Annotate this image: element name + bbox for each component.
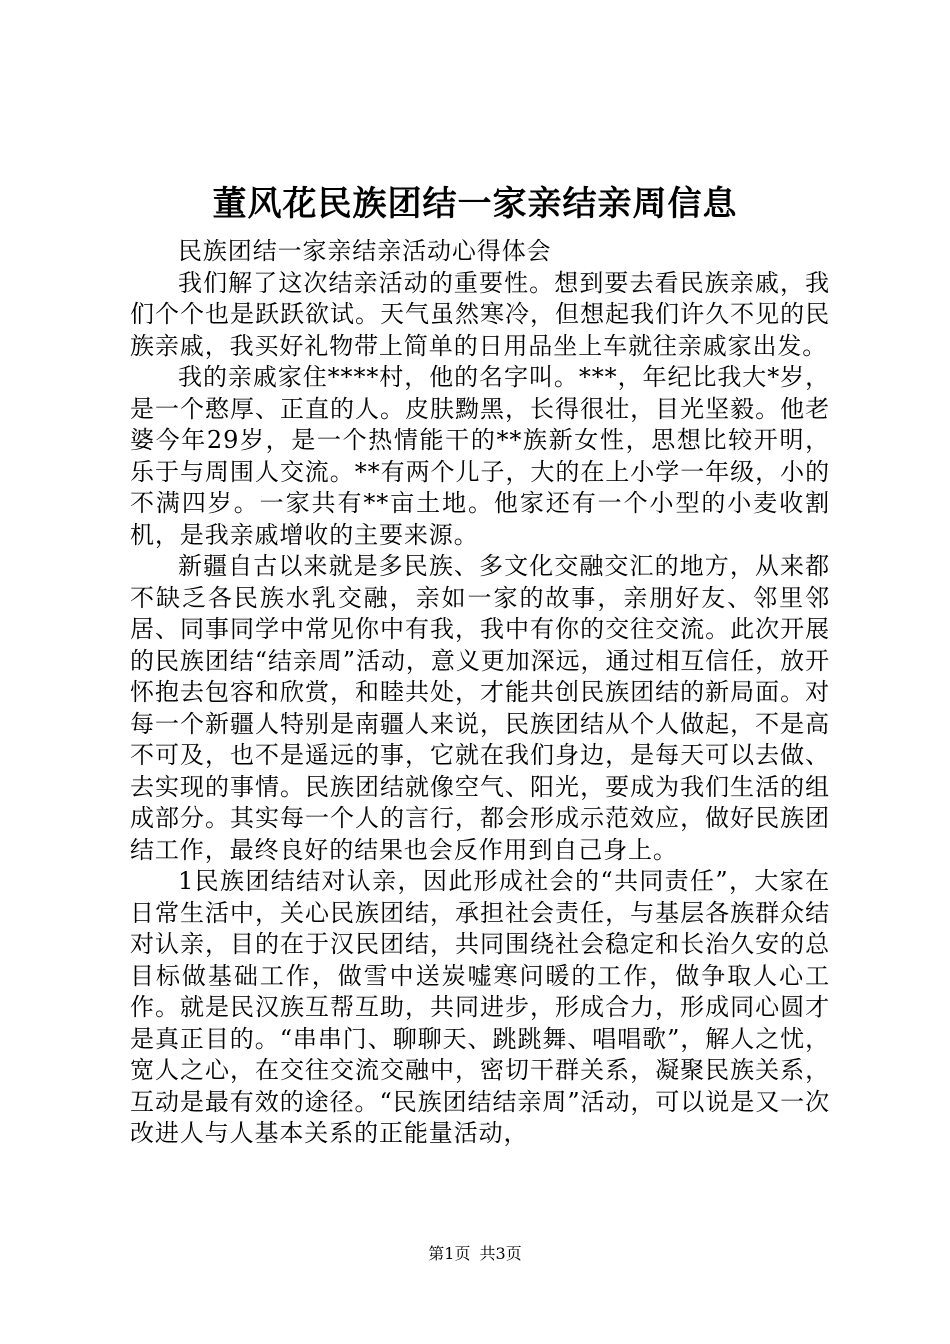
paragraph: 新疆自古以来就是多民族、多文化交融交汇的地方，从来都不缺乏各民族水乳交融，亲如一家的故事，亲朋好友、邻里邻居、同事同学中常见你中有我，我中有你的交往交流。此次开展的民族团结“结亲周”活动，意义更加深远，通过相互信任，放开怀抱去包容和欣赏，和睦共处，才能共创民族团结的新局面。对每一个新疆人特别是南疆人来说，民族团结从个人做起，不是高不可及，也不是遥远的事，它就在我们身边，是每天可以去做、去实现的事情。民族团结就像空气、阳光，要成为我们生活的组成部分。其实每一个人的言行，都会形成示范效应，做好民族团结工作，最终良好的结果也会反作用到自己身上。 [130, 552, 830, 864]
paragraph: 我们解了这次结亲活动的重要性。想到要去看民族亲戚，我们个个也是跃跃欲试。天气虽然寒冷，但想起我们许久不见的民族亲戚，我买好礼物带上简单的日用品坐上车就往亲戚家出发。 [130, 268, 830, 360]
page-footer [0, 1243, 950, 1265]
paragraph: 我的亲戚家住****村，他的名字叫。***，年纪比我大*岁，是一个憨厚、正直的人。皮肤黝黑，长得很壮，目光坚毅。他老婆今年29岁，是一个热情能干的**族新女性，思想比较开明，乐于与周围人交流。**有两个儿子，大的在上小学一年级，小的不满四岁。一家共有**亩土地。他家还有一个小型的小麦收割机，是我亲戚增收的主要来源。 [130, 363, 830, 549]
document-body [130, 236, 830, 1150]
paragraph-subtitle: 民族团结一家亲结亲活动心得体会 [178, 237, 552, 265]
page-total: 共3页 [479, 1244, 522, 1263]
page-number: 第1页 [428, 1244, 471, 1263]
paragraph: 1民族团结结对认亲，因此形成社会的“共同责任”，大家在日常生活中，关心民族团结，承担社会责任，与基层各族群众结对认亲，目的在于汉民团结，共同围绕社会稳定和长治久安的总目标做基础工作，做雪中送炭嘘寒问暖的工作，做争取人心工作。就是民汉族互帮互助，共同进步，形成合力，形成同心圆才是真正目的。“串串门、聊聊天、跳跳舞、唱唱歌”，解人之忧，宽人之心，在交往交流交融中，密切干群关系，凝聚民族关系，互动是最有效的途径。“民族团结结亲周”活动，可以说是又一次改进人与人基本关系的正能量活动， [130, 867, 830, 1147]
page-title: 董风花民族团结一家亲结亲周信息 [212, 184, 738, 224]
